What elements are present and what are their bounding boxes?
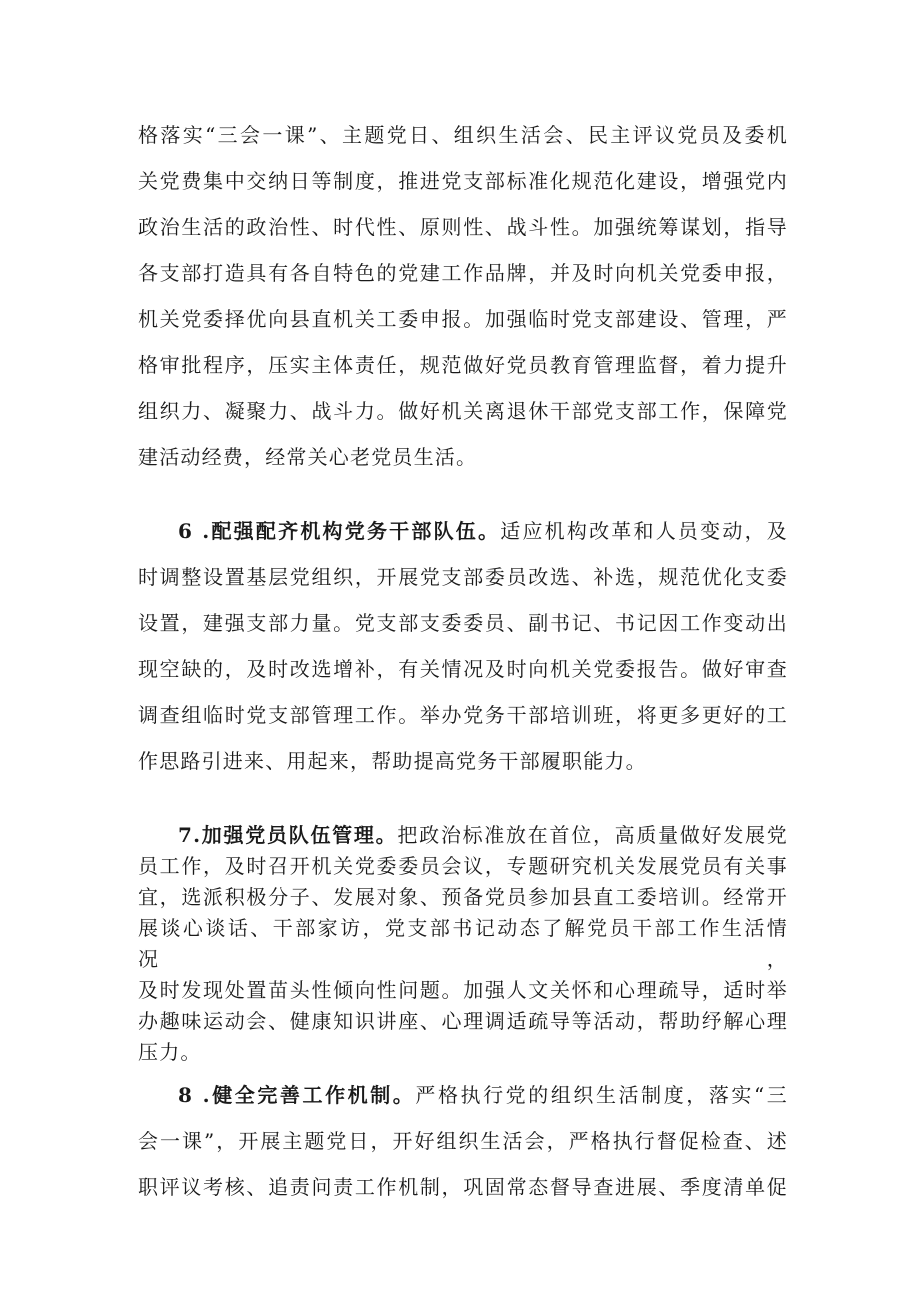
text-line: 办趣味运动会、健康知识讲座、心理调适疏导等活动，帮助纾解心理 xyxy=(138,1009,788,1033)
first-line-text: 把政治标准放在首位，高质量做好发展党 xyxy=(397,823,788,847)
text-line: 格审批程序，压实主体责任，规范做好党员教育管理监督，着力提升 xyxy=(138,353,788,377)
paragraph-party-organization xyxy=(138,112,788,480)
text-line: 设置，建强支部力量。党支部支委委员、副书记、书记因工作变动出 xyxy=(138,611,788,635)
text-line: 关党费集中交纳日等制度，推进党支部标准化规范化建设，增强党内 xyxy=(138,169,788,193)
section-heading-7: 7.加强党员队伍管理。 xyxy=(178,823,398,847)
text-line: 压力。 xyxy=(138,1040,202,1064)
text-line: 格落实“三会一课”、主题党日、组织生活会、民主评议党员及委机 xyxy=(138,123,788,147)
paragraph-item-6 xyxy=(138,508,788,784)
text-line: 及时发现处置苗头性倾向性问题。加强人文关怀和心理疏导，适时举 xyxy=(138,978,788,1002)
text-line: 时调整设置基层党组织，开展党支部委员改选、补选，规范优化支委 xyxy=(138,565,788,589)
text-line: 政治生活的政治性、时代性、原则性、战斗性。加强统筹谋划，指导 xyxy=(138,215,788,239)
text-line: 建活动经费，经常关心老党员生活。 xyxy=(138,445,478,469)
text-line: 各支部打造具有各自特色的党建工作品牌，并及时向机关党委申报， xyxy=(138,261,788,285)
text-line: 机关党委择优向县直机关工委申报。加强临时党支部建设、管理，严 xyxy=(138,307,788,331)
text-line: 组织力、凝聚力、战斗力。做好机关离退休干部党支部工作，保障党 xyxy=(138,399,788,423)
first-line-text: 适应机构改革和人员变动，及 xyxy=(500,519,788,543)
text-line-first xyxy=(138,1072,788,1118)
text-line: 员工作，及时召开机关党委委员会议，专题研究机关发展党员有关事 xyxy=(138,854,788,878)
text-line-first xyxy=(138,820,788,851)
paragraph-item-8 xyxy=(138,1072,788,1210)
section-heading-6: 6 .配强配齐机构党务干部队伍。 xyxy=(178,519,501,543)
paragraph-item-7 xyxy=(138,820,788,1068)
text-line: 会一课”，开展主题党日，开好组织生活会，严格执行督促检查、述 xyxy=(138,1129,788,1153)
text-line: 宜，选派积极分子、发展对象、预备党员参加县直工委培训。经常开 xyxy=(138,885,788,909)
text-line-first xyxy=(138,508,788,554)
first-line-text: 严格执行党的组织生活制度，落实“三 xyxy=(415,1083,788,1107)
text-line: 现空缺的，及时改选增补，有关情况及时向机关党委报告。做好审查 xyxy=(138,657,788,681)
text-line: 展谈心谈话、干部家访，党支部书记动态了解党员干部工作生活情况， xyxy=(138,916,788,971)
text-line: 作思路引进来、用起来，帮助提高党务干部履职能力。 xyxy=(138,749,647,773)
text-line: 职评议考核、追责问责工作机制，巩固常态督导查进展、季度清单促 xyxy=(138,1175,788,1199)
section-heading-8: 8 .健全完善工作机制。 xyxy=(178,1083,416,1107)
text-line: 调查组临时党支部管理工作。举办党务干部培训班，将更多更好的工 xyxy=(138,703,788,727)
